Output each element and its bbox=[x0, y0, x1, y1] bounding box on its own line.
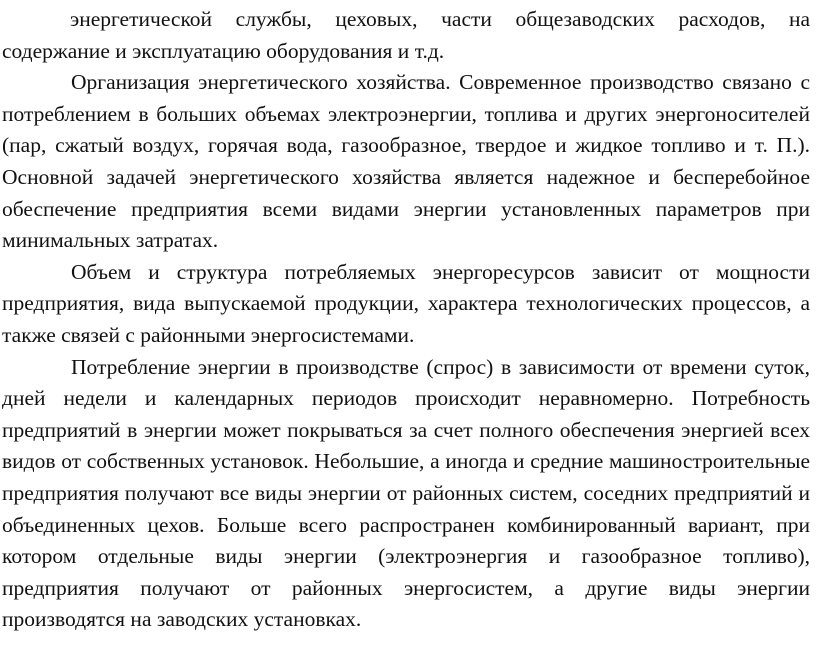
paragraph-energy-organization: Организация энергетического хозяйства. Современное производство связано с потреблением в больших объемах электроэнергии, топлива и других энергоносителей (пар, сжатый воздух, горячая вода, газообразное, твердое и жидкое топливо и т. П.). Основной задачей энергетического хозяйства является надежное и бесперебойное обеспечение предприятия всеми видами энергии установленных параметров при минимальных затратах. bbox=[2, 70, 810, 253]
paragraph-energy-volume: Объем и структура потребляемых энергоресурсов зависит от мощности предприятия, вида выпускаемой продукции, характера технологических процессов, а также связей с районными энергосистемами. bbox=[2, 259, 810, 347]
paragraph-continuation: энергетической службы, цеховых, части общезаводских расходов, на содержание и эксплуатацию оборудования и т.д. bbox=[2, 7, 810, 63]
paragraph-energy-consumption: Потребление энергии в производстве (спрос) в зависимости от времени суток, дней недели и календарных периодов происходит неравномерно. Потребность предприятий в энергии может покрываться за счет полного обеспечения энергией всех видов от собственных установок. Небольшие, а иногда и средние машиностроительные предприятия получают все виды энергии от районных систем, соседних предприятий и объединенных цехов. Больше всего распространен комбинированный вариант, при котором отдельные виды энергии (электроэнергия и газообразное топливо), предприятия получают от районных энергосистем, а другие виды энергии производятся на заводских установках. bbox=[2, 354, 810, 632]
